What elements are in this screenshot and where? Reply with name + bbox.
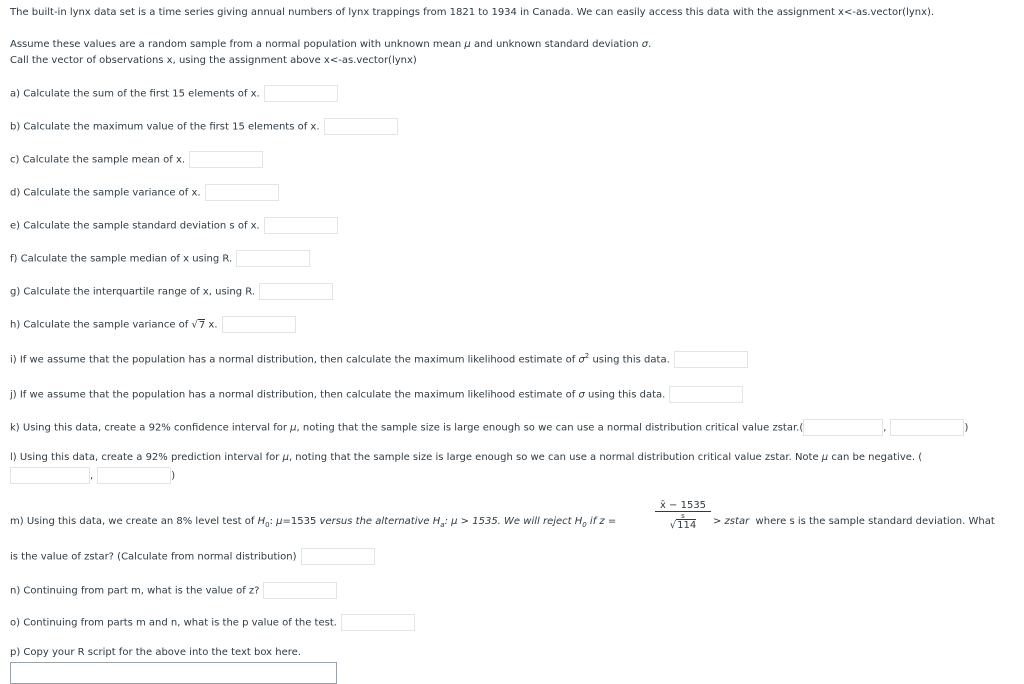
question-e [10,217,338,234]
question-h-post: x. [205,319,218,331]
question-g-label: g) Calculate the interquartile range of x, using R. [10,286,256,298]
answer-l-upper-input[interactable] [97,467,171,484]
assume-end: . [648,39,652,50]
answer-n-input[interactable] [263,582,337,599]
mu-symbol: μ [290,422,297,434]
question-b-label: b) Calculate the maximum value of the first 15 elements of x. [10,121,320,133]
question-d-label: d) Calculate the sample variance of x. [10,187,201,199]
answer-j-input[interactable] [669,386,743,403]
answer-d-input[interactable] [205,184,279,201]
interval-comma: , [883,422,887,434]
answer-k-lower-input[interactable] [803,419,883,436]
question-m-line2-label: is the value of zstar? (Calculate from normal distribution) [10,551,297,563]
exponent: 2 [584,352,590,361]
answer-k-upper-input[interactable] [890,419,964,436]
intro-text: The built-in lynx data set is a time series giving annual numbers of lynx trappings from 1821 to 1934 in Canada. We can easily access this data with the assignment x<-as.vector(lynx). [10,7,935,18]
question-j-post: using this data. [584,389,666,401]
question-n-label: n) Continuing from part m, what is the value of z? [10,585,260,597]
null-value: =1535 [282,516,320,527]
question-k [10,419,968,436]
call-text: Call the vector of observations x, using the assignment above x<-as.vector(lynx) [10,55,417,66]
versus-text: versus the alternative [319,516,433,527]
question-l-answers [10,467,175,484]
answer-f-input[interactable] [236,250,310,267]
answer-b-input[interactable] [324,118,398,135]
question-c [10,151,263,168]
question-f-label: f) Calculate the sample median of x using R. [10,253,233,265]
question-c-label: c) Calculate the sample mean of x. [10,154,186,166]
assume-mid: and unknown standard deviation [470,39,642,50]
answer-o-input[interactable] [341,614,415,631]
mu-symbol: μ [276,516,283,527]
interval-comma: , [90,470,94,482]
sigma-symbol: σ [641,39,649,50]
h0-symbol: H [257,516,266,527]
interval-close: ) [964,422,969,434]
fraction-root: 114 [677,520,697,531]
question-g [10,283,333,300]
question-n [10,582,337,599]
test-statistic-fraction [655,500,711,531]
if-z-text: if z = [586,516,617,527]
question-f [10,250,310,267]
question-i [10,351,748,368]
answer-g-input[interactable] [259,283,333,300]
question-h-label: h) Calculate the sample variance of [10,319,192,331]
alt-value: > 1535. [457,516,505,527]
question-m [10,516,616,529]
reject-subscript: 0 [582,521,587,529]
question-d [10,184,279,201]
question-m-where: where s is the sample standard deviation. What [755,516,995,527]
sqrt-radicand: 7 [198,319,206,331]
colon: : [269,516,277,527]
answer-l-lower-input[interactable] [10,467,90,484]
question-l-end: can be negative. ( [828,452,923,463]
ha-mu: : μ [444,516,458,527]
mu-symbol: μ [464,39,471,50]
answer-i-input[interactable] [674,351,748,368]
question-j [10,386,743,403]
question-k-post: , noting that the sample size is large enough so we can use a normal distribution critical value zstar.( [296,422,804,434]
ha-subscript: a [440,521,445,529]
question-a [10,85,338,102]
question-m-tail [713,516,995,527]
sigma-symbol: σ [578,389,585,401]
sqrt-icon: √ [191,319,198,331]
ha-symbol: H [432,516,441,527]
mu-symbol: μ [282,452,289,463]
interval-close: ) [171,470,176,482]
zstar-compare: > zstar [713,516,750,527]
h0-subscript: 0 [265,521,270,529]
sqrt-icon: √ [669,520,677,531]
question-h [10,316,296,333]
answer-a-input[interactable] [264,85,338,102]
question-o [10,614,415,631]
question-i-label: i) If we assume that the population has a normal distribution, then calculate the maximum likelihood estimate of [10,354,579,366]
question-o-label: o) Continuing from parts m and n, what is the p value of the test. [10,617,337,629]
fraction-s: s [681,512,685,520]
question-p: p) Copy your R script for the above into the text box here. [10,647,301,658]
mu-symbol: μ [821,452,829,463]
question-e-label: e) Calculate the sample standard deviation s of x. [10,220,260,232]
question-i-post: using this data. [589,354,670,366]
assume-pre: Assume these values are a random sample from a normal population with unknown mean [10,39,465,50]
question-m-label: m) Using this data, we create an 8% level test of [10,516,258,527]
question-a-label: a) Calculate the sum of the first 15 elements of x. [10,88,260,100]
question-l-label: l) Using this data, create a 92% prediction interval for [10,452,283,463]
sigma-symbol: σ [578,354,585,366]
answer-h-input[interactable] [222,316,296,333]
assumption-text [10,39,651,50]
question-b [10,118,398,135]
answer-m-input[interactable] [301,548,375,565]
question-k-label: k) Using this data, create a 92% confidence interval for [10,422,291,434]
question-l-post: , noting that the sample size is large enough so we can use a normal distribution critical value zstar. Note [288,452,822,463]
reject-text: We will reject H [504,516,583,527]
answer-c-input[interactable] [189,151,263,168]
r-script-textarea[interactable] [10,662,337,684]
question-m-line2 [10,548,375,565]
answer-e-input[interactable] [264,217,338,234]
fraction-numerator: x̄ − 1535 [655,500,711,512]
question-j-label: j) If we assume that the population has a normal distribution, then calculate the maximum likelihood estimate of [10,389,579,401]
question-l [10,452,922,463]
